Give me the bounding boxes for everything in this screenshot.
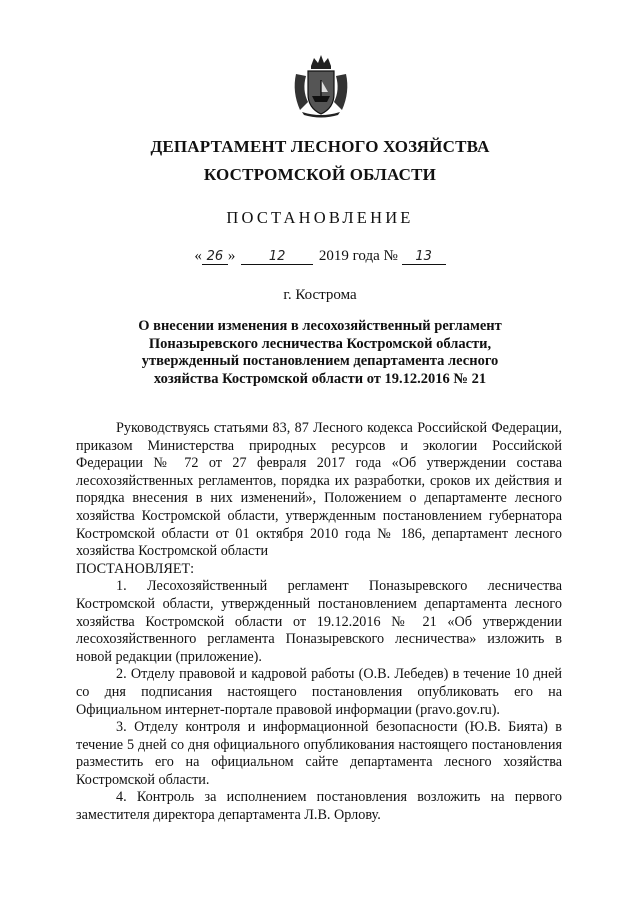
date-year-text: 2019 года № <box>318 248 398 264</box>
department-name-line-2: КОСТРОМСКОЙ ОБЛАСТИ <box>203 165 437 184</box>
document-body <box>76 420 562 825</box>
city-name: г. Кострома <box>283 287 357 303</box>
document-type: ПОСТАНОВЛЕНИЕ <box>226 208 414 227</box>
list-item: 4. Контроль за исполнением постановления возложить на первого заместителя директора департамента Л.В. Орлову. <box>76 789 562 824</box>
list-item: 2. Отделу правовой и кадровой работы (О.В. Лебедев) в течение 10 дней со дня подписания настоящего постановления опубликовать его на Официальном интернет-портале правовой информации (pravo.gov.ru). <box>76 666 562 718</box>
coat-of-arms-icon <box>290 52 352 118</box>
preamble-paragraph: Руководствуясь статьями 83, 87 Лесного кодекса Российской Федерации, приказом Министерства природных ресурсов и экологии Российской Федерации № 72 от 27 февраля 2017 года «Об утверждении состава лесохозяйственных регламентов, порядка их разработки, сроков их действия и порядка внесения в них изменений», Положением о департаменте лесного хозяйства Костромской области, утвержденным постановлением губернатора Костромской области от 01 октября 2010 года № 186, департамент лесного хозяйства Костромской области <box>76 420 562 560</box>
list-item: 3. Отделу контроля и информационной безопасности (Ю.В. Бията) в течение 5 дней со дня официального опубликования настоящего постановления разместить его на официальном сайте департамента лесного хозяйства Костромской области. <box>76 719 562 788</box>
department-name-line-1: ДЕПАРТАМЕНТ ЛЕСНОГО ХОЗЯЙСТВА <box>150 137 490 156</box>
date-month: 12 <box>241 249 313 265</box>
date-line <box>0 248 640 265</box>
document-subject: О внесении изменения в лесохозяйственный регламент Поназыревского лесничества Костромской области, утвержденный постановлением департамента лесного хозяйства Костромской области от 19.12.2016 № 21 <box>138 318 502 387</box>
date-day: 26 <box>202 249 228 265</box>
date-close-quote: » <box>227 248 236 264</box>
document-number: 13 <box>402 249 446 265</box>
resolves-heading: ПОСТАНОВЛЯЕТ: <box>76 560 195 577</box>
list-item: 1. Лесохозяйственный регламент Поназыревского лесничества Костромской области, утвержденный постановлением департамента лесного хозяйства Костромской области от 19.12.2016 № 21 «Об утверждении лесохозяйственного регламента Поназыревского лесничества» изложить в новой редакции (приложение). <box>76 578 562 665</box>
date-open-quote: « <box>194 248 202 264</box>
